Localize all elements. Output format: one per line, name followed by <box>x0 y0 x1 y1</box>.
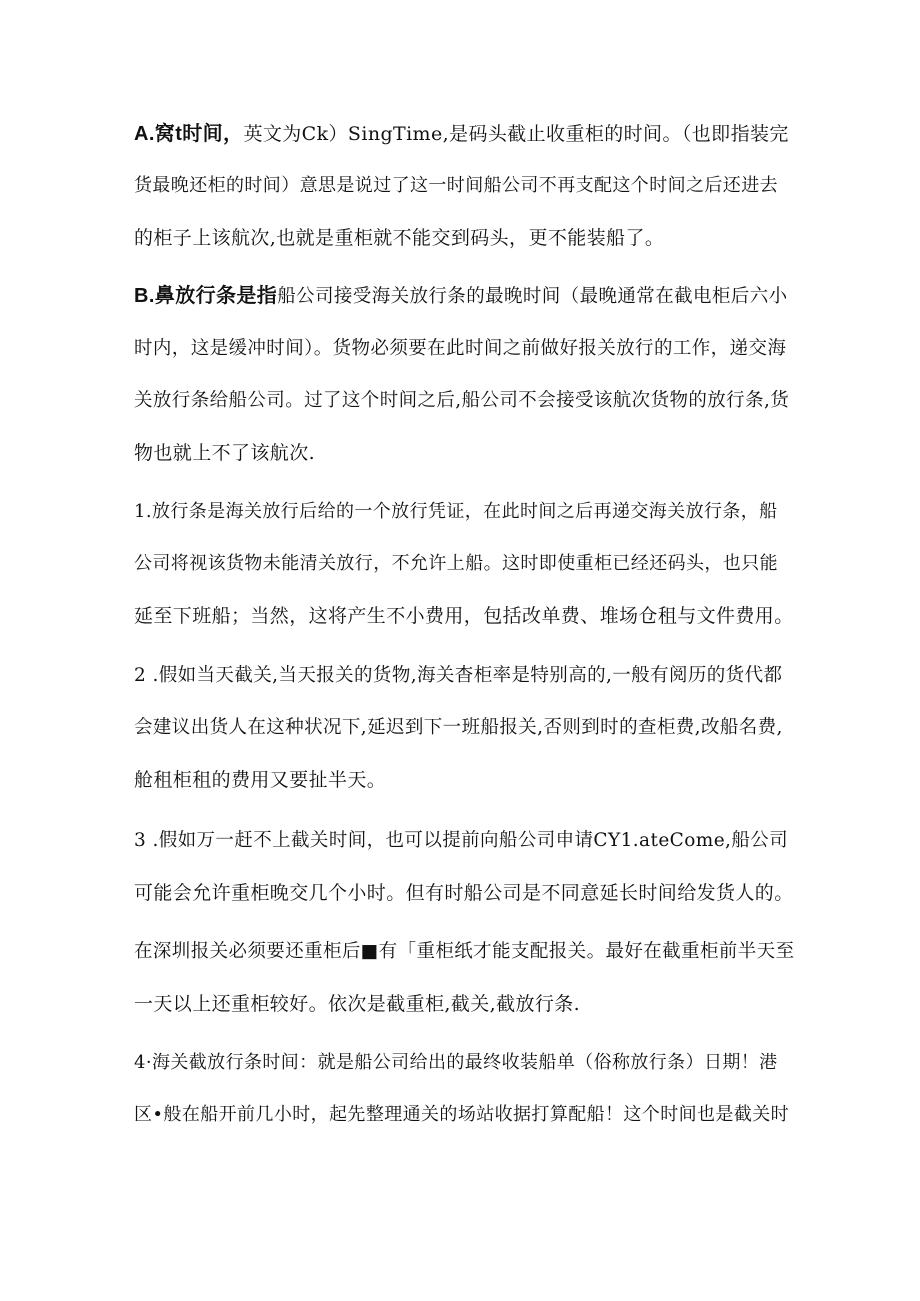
paragraph-line: 一天以上还重柜较好。依次是截重柜,截关,截放行条. <box>134 993 581 1015</box>
paragraph-point-4 <box>134 1037 794 1141</box>
paragraph-line: 3 .假如万一赶不上截关时间，也可以提前向船公司申请CY1.ateCome,船公司 <box>134 830 789 851</box>
paragraph-line: 舱租柜租的费用又要扯半天。 <box>134 769 387 791</box>
paragraph-shenzhen-note <box>134 926 794 1030</box>
paragraph-point-1 <box>134 486 794 642</box>
paragraph-text: 英文为Ck）SingTime,是码头截止收重柜的时间。（也即指装完 <box>243 123 789 145</box>
paragraph-line: 公司将视该货物未能清关放行，不允许上船。这时即使重柜已经还码头，也只能 <box>134 553 778 574</box>
paragraph-point-2 <box>134 650 794 806</box>
paragraph-line: 区•般在船开前几小时，起先整理通关的场站收据打算配船！这个时间也是截关时 <box>134 1104 790 1125</box>
paragraph-line: 2 .假如当天截关,当天报关的货物,海关杳柜率是特别高的,一般有阅历的货代都 <box>134 665 783 686</box>
paragraph-line: 会建议出货人在这种状况下,延迟到下一班船报关,否则到时的查柜费,改船名费, <box>134 717 783 738</box>
paragraph-lead: A.窝t时间， <box>134 123 244 145</box>
paragraph-line: 关放行条给船公司。过了这个时间之后,船公司不会接受该航次货物的放行条,货 <box>134 390 790 411</box>
paragraph-line: 在深圳报关必须要还重柜后■有「重柜纸才能支配报关。最好在截重柜前半天至 <box>134 941 795 962</box>
paragraph-a-closing-time <box>134 108 794 264</box>
paragraph-line: 的柜子上该航次,也就是重柜就不能交到码头，更不能装船了。 <box>134 227 665 249</box>
paragraph-line: 物也就上不了该航次. <box>134 442 316 464</box>
paragraph-line: 货最晚还柜的时间）意思是说过了这一时间船公司不再支配这个时间之后还进去 <box>134 175 778 196</box>
paragraph-line: 4·海关截放行条时间：就是船公司给出的最终收装船单（俗称放行条）日期！港 <box>134 1052 778 1073</box>
paragraph-point-3 <box>134 815 794 919</box>
paragraph-line <box>134 108 794 160</box>
paragraph-b-release-note <box>134 270 794 479</box>
paragraph-line: 1.放行条是海关放行后给的一个放行凭证，在此时间之后再递交海关放行条，船 <box>134 501 778 522</box>
paragraph-line <box>134 270 794 323</box>
paragraph-line: 延至下班船；当然，这将产生不小费用，包括改单费、堆场仓租与文件费用。 <box>134 605 794 627</box>
paragraph-line: 可能会允许重柜晚交几个小时。但有时船公司是不同意延长时间给发货人的。 <box>134 882 794 904</box>
paragraph-text: 船公司接受海关放行条的最晚时间（最晚通常在截电柜后六小 <box>277 286 788 307</box>
paragraph-line: 时内，这是缓冲时间）。货物必须要在此时间之前做好报关放行的工作，递交海 <box>134 338 787 359</box>
paragraph-lead: B.鼻放行条是指 <box>134 285 278 307</box>
